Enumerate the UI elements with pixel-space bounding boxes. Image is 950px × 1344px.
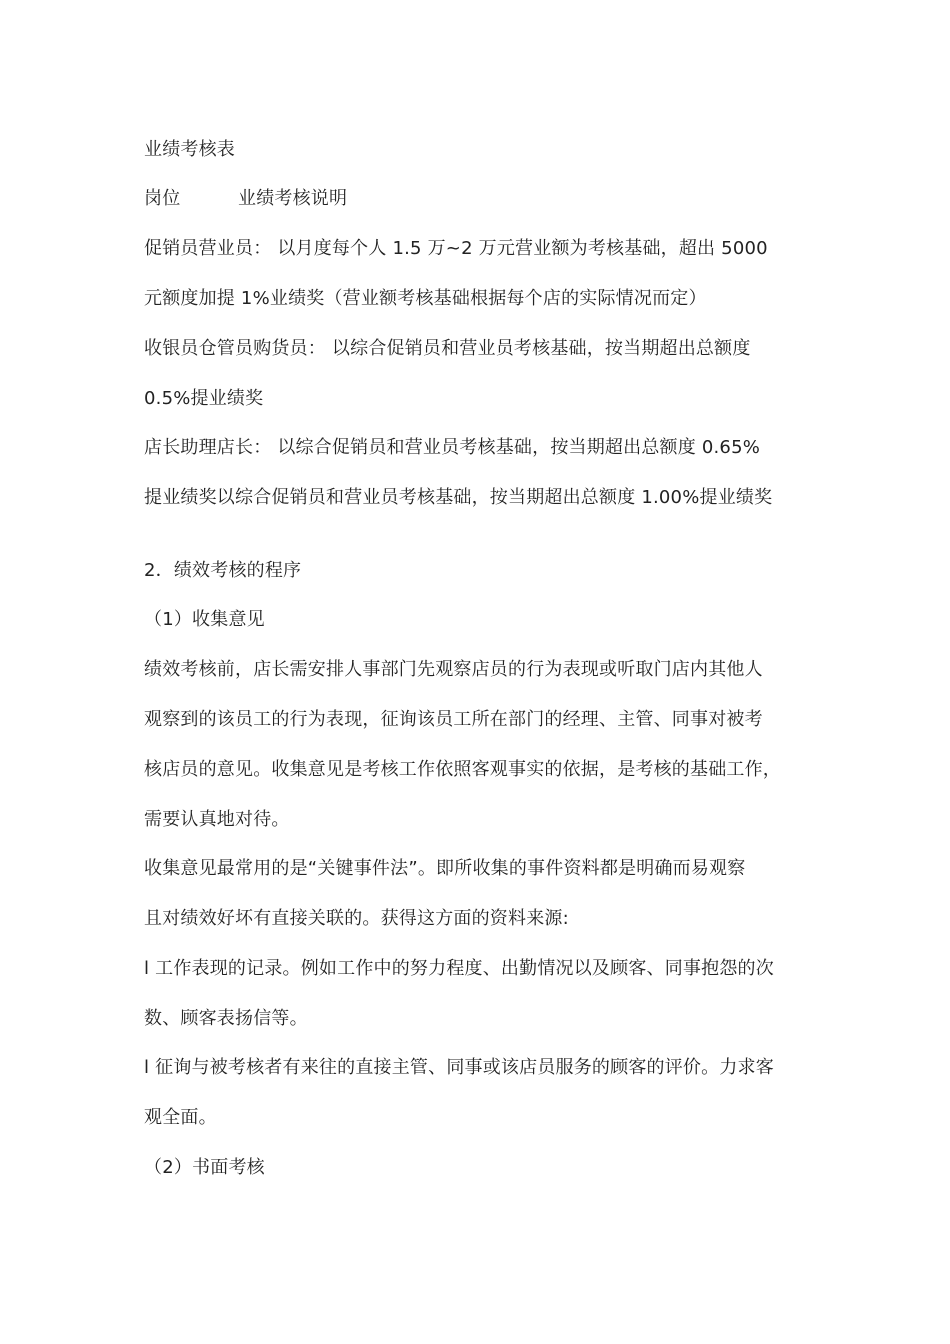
bullet-line: 数、顾客表扬信等。 — [144, 1008, 308, 1029]
paragraph-line: 收集意见最常用的是“关键事件法”。即所收集的事件资料都是明确而易观察 — [144, 858, 746, 879]
text-line: 收银员仓管员购货员： 以综合促销员和营业员考核基础，按当期超出总额度 — [144, 338, 751, 359]
document-title: 业绩考核表 — [144, 139, 235, 160]
paragraph-line: 核店员的意见。收集意见是考核工作依照客观事实的依据，是考核的基础工作， — [144, 759, 781, 780]
subheading-written-assessment: （2）书面考核 — [144, 1157, 265, 1178]
text-line: 元额度加提 1%业绩奖（营业额考核基础根据每个店的实际情况而定） — [144, 288, 707, 309]
bullet-line: l 征询与被考核者有来往的直接主管、同事或该店员服务的顾客的评价。力求客 — [144, 1057, 774, 1078]
section-heading: 2．绩效考核的程序 — [144, 560, 302, 581]
table-header — [144, 187, 444, 211]
bullet-line: l 工作表现的记录。例如工作中的努力程度、出勤情况以及顾客、同事抱怨的次 — [144, 958, 774, 979]
text-line: 提业绩奖以综合促销员和营业员考核基础，按当期超出总额度 1.00%提业绩奖 — [144, 487, 773, 508]
paragraph-line: 需要认真地对待。 — [144, 809, 290, 830]
subheading-collect-opinions: （1）收集意见 — [144, 609, 265, 630]
text-line: 0.5%提业绩奖 — [144, 388, 264, 409]
header-position: 岗位 — [144, 188, 181, 209]
paragraph-line: 观察到的该员工的行为表现，征询该员工所在部门的经理、主管、同事对被考 — [144, 709, 763, 730]
paragraph-line: 绩效考核前，店长需安排人事部门先观察店员的行为表现或听取门店内其他人 — [144, 659, 763, 680]
text-line: 促销员营业员： 以月度每个人 1.5 万~2 万元营业额为考核基础，超出 5000 — [144, 238, 768, 259]
text-line: 店长助理店长： 以综合促销员和营业员考核基础，按当期超出总额度 0.65% — [144, 437, 761, 458]
paragraph-line: 且对绩效好坏有直接关联的。获得这方面的资料来源: — [144, 908, 569, 929]
header-description: 业绩考核说明 — [238, 188, 348, 209]
bullet-line: 观全面。 — [144, 1107, 217, 1128]
